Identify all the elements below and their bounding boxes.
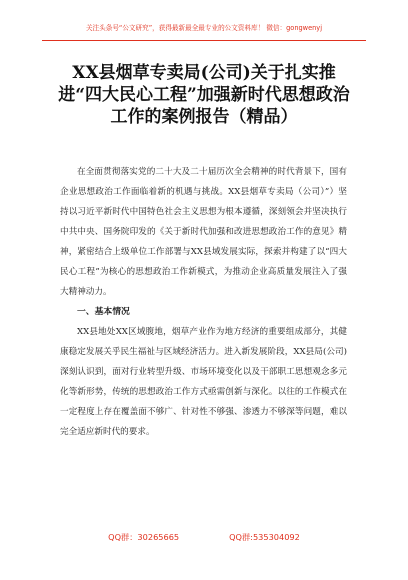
footer-qq-group-2: QQ群:535304092 [229, 532, 300, 542]
document-title: XX县烟草专卖局(公司)关于扎实推进“四大民心工程”加强新时代思想政治工作的案例报告（精品） [58, 63, 350, 127]
section-paragraph-basic-situation: XX县地处XX区域腹地，烟草产业作为地方经济的重要组成部分，其健康稳定发展关乎民生福祉与区域经济活力。进入新发展阶段，XX县局(公司)深刻认识到，面对行业转型升级、市场环境变化以及干部职工思想观念多元化等新形势，传统的思想政治工作方式亟需创新与深化。以往的工作模式在一定程度上存在覆盖面不够广、针对性不够强、渗透力不够深等问题，难以完全适应新时代的要求。 [60, 327, 347, 437]
document-body [60, 162, 347, 442]
page-footer [0, 532, 408, 552]
intro-paragraph: 在全面贯彻落实党的二十大及二十届历次全会精神的时代背景下，国有企业思想政治工作面临着新的机遇与挑战。XX县烟草专卖局（公司）”）坚持以习近平新时代中国特色社会主义思想为根本遵循，深刻领会并坚决执行中共中央、国务院印发的《关于新时代加强和改进思想政治工作的意见》精神，紧密结合上级单位工作部署与XX县域发展实际，探索并构建了以“四大民心工程”为核心的思想政治工作新模式，为推动企业高质量发展注入了强大精神动力。 [60, 167, 347, 297]
header-promo-text: 关注头条号“公文研究”，获得最新最全最专业的公文资料库！ 微信：gongwenyj [85, 24, 323, 32]
section-heading-basic-situation: 一、基本情况 [77, 307, 130, 317]
header-divider [42, 40, 366, 41]
page-header [0, 0, 408, 56]
footer-qq-group-1: QQ群：30265665 [108, 532, 180, 542]
